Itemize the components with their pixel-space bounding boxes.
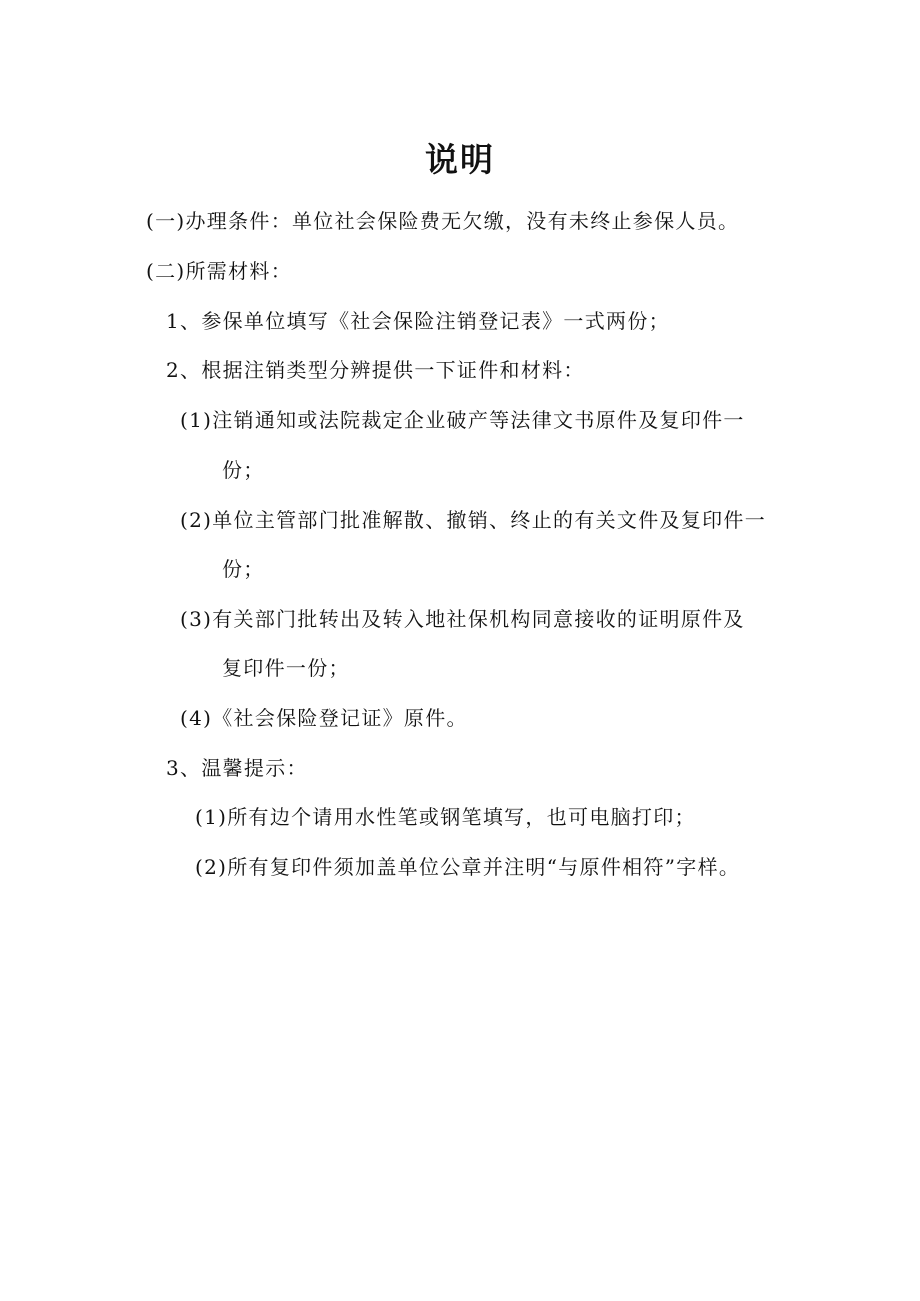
materials-item-1: 1、参保单位填写《社会保险注销登记表》一式两份； [166, 309, 670, 333]
section-materials-heading: (二)所需材料： [146, 259, 293, 283]
subitem-3-line-1: (3)有关部门批转出及转入地社保机构同意接收的证明原件及 [180, 607, 745, 631]
page-title: 说明 [425, 140, 495, 179]
subitem-1-line-1: (1)注销通知或法院裁定企业破产等法律文书原件及复印件一 [180, 408, 745, 432]
subitem-2-line-2: 份； [222, 557, 265, 581]
subitem-3-line-2: 复印件一份； [222, 656, 350, 680]
subitem-2-line-1: (2)单位主管部门批准解散、撤销、终止的有关文件及复印件一 [180, 508, 767, 532]
tip-1: (1)所有边个请用水性笔或钢笔填写，也可电脑打印； [195, 805, 696, 829]
tip-2: (2)所有复印件须加盖单位公章并注明“与原件相符”字样。 [195, 855, 741, 879]
subitem-4: (4)《社会保险登记证》原件。 [180, 706, 468, 730]
section-conditions: (一)办理条件：单位社会保险费无欠缴，没有未终止参保人员。 [146, 209, 740, 233]
materials-item-2: 2、根据注销类型分辨提供一下证件和材料： [166, 358, 585, 382]
subitem-1-line-2: 份； [222, 458, 265, 482]
materials-item-3: 3、温馨提示： [166, 756, 308, 780]
